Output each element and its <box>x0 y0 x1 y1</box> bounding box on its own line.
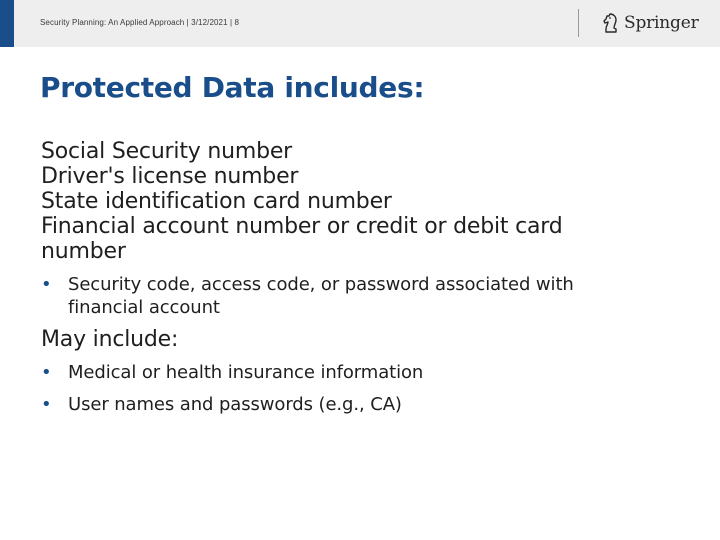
header-divider <box>578 9 579 37</box>
bullet-icon: • <box>41 362 52 383</box>
list-item-text: User names and passwords (e.g., CA) <box>68 394 402 415</box>
protected-item: State identification card number <box>41 189 392 214</box>
list-item-text: Security code, access code, or password associated with financial account <box>68 274 574 318</box>
slide-header <box>0 0 720 47</box>
list-item-text: Medical or health insurance information <box>68 362 424 383</box>
list-item <box>41 273 628 319</box>
protected-item: Social Security number <box>41 139 293 164</box>
may-include-heading: May include: <box>41 327 179 352</box>
may-include-list <box>41 361 681 416</box>
slide-info-text: Security Planning: An Applied Approach | 3/12/2021 | 8 <box>40 18 240 27</box>
protected-item: Driver's license number <box>41 164 299 189</box>
slide-title: Protected Data includes: <box>40 71 425 104</box>
springer-logo <box>600 10 699 36</box>
chess-knight-icon <box>600 12 622 34</box>
list-item <box>41 393 681 416</box>
protected-item: Financial account number or credit or debit card number <box>41 214 563 264</box>
logo-text: Springer <box>624 13 699 33</box>
slide-content <box>41 139 681 424</box>
protected-subitems-list <box>41 273 681 319</box>
bullet-icon: • <box>41 274 52 295</box>
accent-bar <box>0 0 14 47</box>
bullet-icon: • <box>41 394 52 415</box>
list-item <box>41 361 681 384</box>
